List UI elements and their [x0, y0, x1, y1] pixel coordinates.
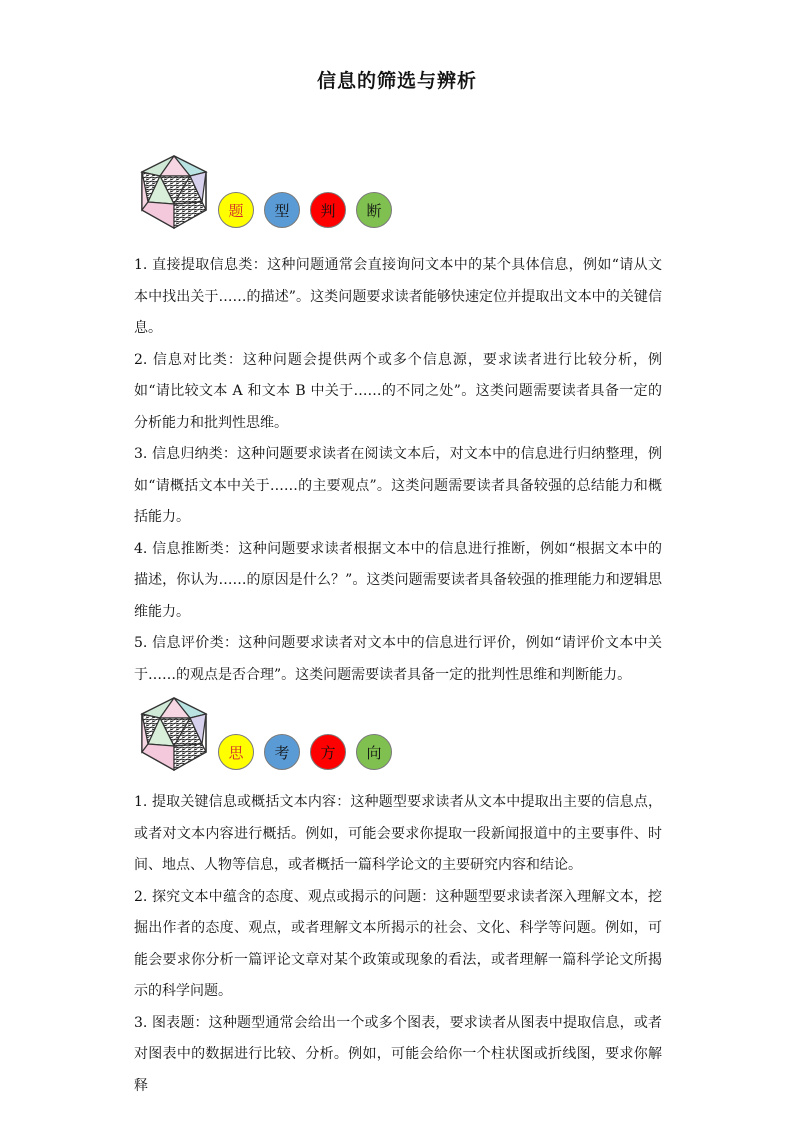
list-item: 2. 信息对比类：这种问题会提供两个或多个信息源，要求读者进行比较分析，例如“请比较文本 A 和文本 B 中关于……的不同之处”。这类问题需要读者具备一定的分析能力和批判性思维。	[134, 351, 662, 431]
icosahedron-icon	[134, 152, 214, 232]
list-item: 3. 图表题：这种题型通常会给出一个或多个图表，要求读者从图表中提取信息，或者对图表中的数据进行比较、分析。例如，可能会给你一个柱状图或折线图，要求你解释	[134, 1014, 662, 1094]
section1-body	[134, 250, 662, 691]
section-header-thinking-direction	[134, 694, 434, 784]
badge-kao: 考	[264, 734, 300, 770]
list-item: 1. 直接提取信息类：这种问题通常会直接询问文本中的某个具体信息，例如“请从文本中找出关于……的描述”。这类问题要求读者能够快速定位并提取出文本中的关键信息。	[134, 257, 662, 336]
list-item: 1. 提取关键信息或概括文本内容：这种题型要求读者从文本中提取出主要的信息点，或者对文本内容进行概括。例如，可能会要求你提取一段新闻报道中的主要事件、时间、地点、人物等信息，或者概括一篇科学论文的主要研究内容和结论。	[134, 794, 662, 873]
badge-xing: 型	[264, 192, 300, 228]
badge-xiang: 向	[356, 734, 392, 770]
list-item: 2. 探究文本中蕴含的态度、观点或揭示的问题：这种题型要求读者深入理解文本，挖掘出作者的态度、观点，或者理解文本所揭示的社会、文化、科学等问题。例如，可能会要求你分析一篇评论文章对某个政策或现象的看法，或者理解一篇科学论文所揭示的科学问题。	[134, 888, 662, 999]
list-item: 4. 信息推断类：这种问题要求读者根据文本中的信息进行推断，例如“根据文本中的描述，你认为……的原因是什么？”。这类问题需要读者具备较强的推理能力和逻辑思维能力。	[134, 540, 662, 620]
section-header-question-type	[134, 152, 434, 242]
page-title: 信息的筛选与辨析	[316, 70, 477, 92]
badge-si: 思	[218, 734, 254, 770]
list-item: 3. 信息归纳类：这种问题要求读者在阅读文本后，对文本中的信息进行归纳整理，例如“请概括文本中关于……的主要观点”。这类问题需要读者具备较强的总结能力和概括能力。	[134, 446, 662, 525]
badge-ti: 题	[218, 192, 254, 228]
list-item: 5. 信息评价类：这种问题要求读者对文本中的信息进行评价，例如“请评价文本中关于……的观点是否合理”。这类问题需要读者具备一定的批判性思维和判断能力。	[134, 635, 662, 683]
icosahedron-icon	[134, 694, 214, 774]
badge-pan: 判	[310, 192, 346, 228]
badge-duan: 断	[356, 192, 392, 228]
badge-fang: 方	[310, 734, 346, 770]
section2-body	[134, 787, 662, 1102]
